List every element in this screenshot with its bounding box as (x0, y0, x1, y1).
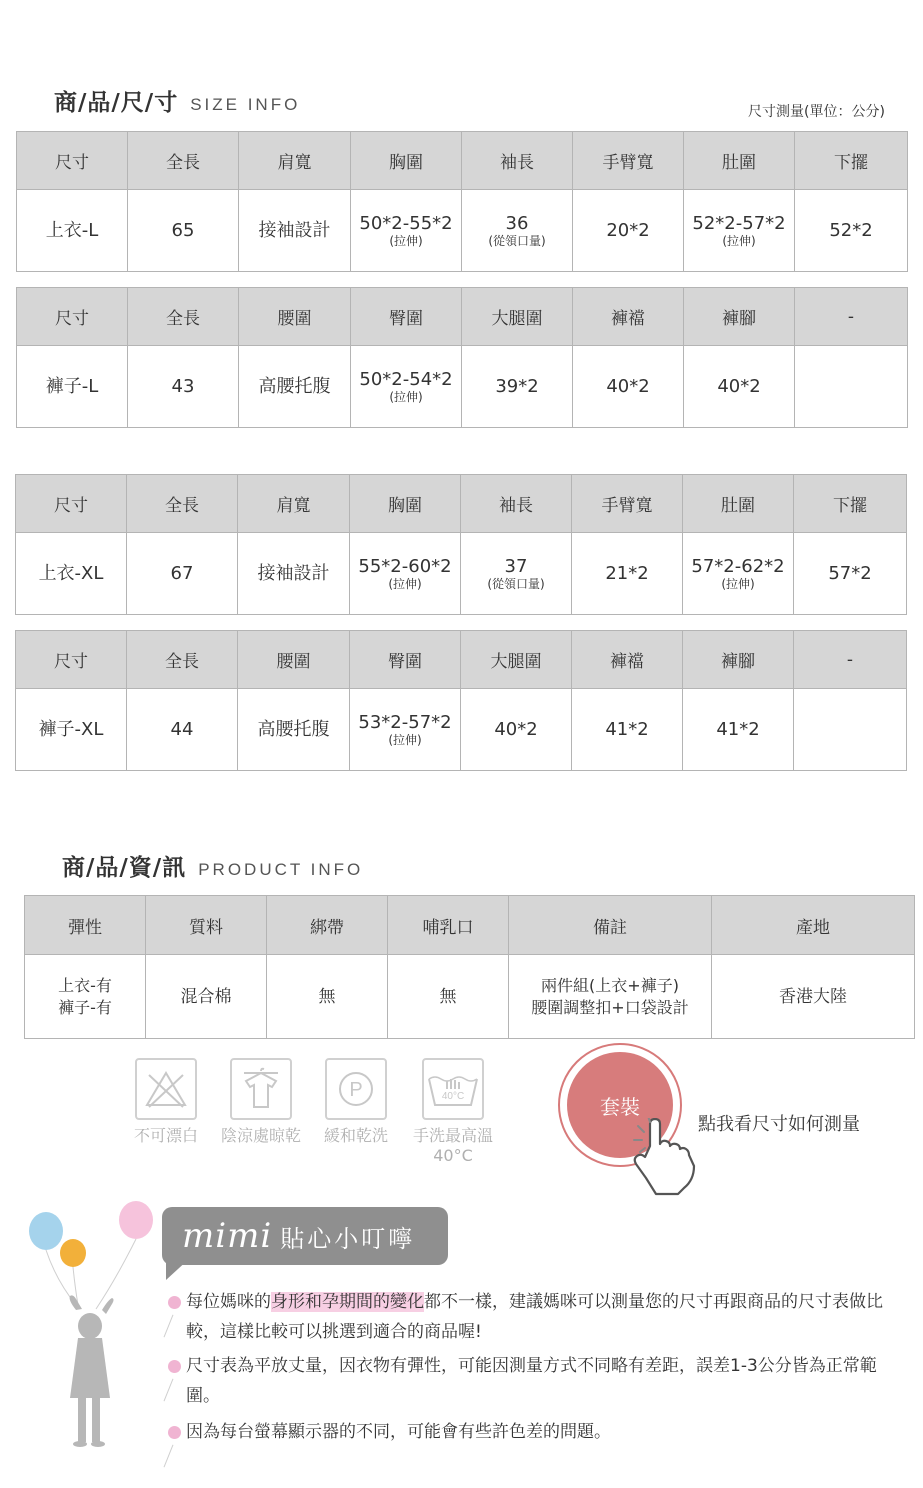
size-value: 40*2 (606, 375, 650, 397)
size-value: 41*2 (605, 718, 649, 740)
size-value-cell (573, 346, 684, 428)
tip-bullet (168, 1360, 181, 1373)
dry-clean-icon (325, 1058, 387, 1120)
size-value: 43 (171, 375, 195, 397)
shade-dry-icon (230, 1058, 292, 1120)
size-header-cell: 手臂寬 (572, 475, 683, 533)
size-value: 39*2 (495, 375, 539, 397)
size-table-top-l (16, 131, 908, 272)
cell-material: 混合棉 (146, 955, 267, 1039)
size-value-cell (461, 689, 572, 771)
product-info-table (24, 895, 915, 1039)
tip-bullet (168, 1426, 181, 1439)
elastic-top: 上衣-有 (58, 975, 112, 995)
size-title-en: SIZE INFO (190, 95, 301, 114)
product-info-header-row (25, 896, 915, 955)
size-title-zh: 商/品/尺/寸 (54, 90, 179, 116)
size-value: 57*2-62*2 (691, 556, 785, 577)
product-header-cell: 綁帶 (267, 896, 388, 955)
size-value-cell (238, 689, 350, 771)
size-header-cell: 下擺 (794, 475, 907, 533)
size-value: 40*2 (494, 718, 538, 740)
size-header-cell: 袖長 (462, 132, 573, 190)
care-label-hand-wash: 手洗最高溫 40°C (412, 1126, 493, 1165)
svg-text:40°C: 40°C (441, 1091, 465, 1102)
size-value: 褲子-L (45, 375, 99, 397)
size-value-note: (拉伸) (722, 234, 756, 248)
size-header-cell: 肩寬 (239, 132, 351, 190)
size-value-note: (拉伸) (389, 234, 423, 248)
size-header-cell: 全長 (128, 132, 239, 190)
size-header-cell: 全長 (128, 288, 239, 346)
size-header-cell: 褲襠 (573, 288, 684, 346)
product-header-cell: 產地 (712, 896, 915, 955)
size-value: 接袖設計 (258, 219, 331, 241)
size-header-cell: 肚圍 (683, 475, 794, 533)
size-header-cell: 下擺 (795, 132, 908, 190)
size-value-cell (16, 533, 127, 615)
cell-strap: 無 (267, 955, 388, 1039)
size-value: 36 (505, 213, 529, 234)
size-value: 67 (170, 562, 194, 584)
size-header-cell: 尺寸 (16, 475, 127, 533)
size-value: 高腰托腹 (258, 375, 331, 397)
size-value: 52*2-57*2 (692, 213, 786, 234)
tip-3: 因為每台螢幕顯示器的不同，可能會有些許色差的問題。 (186, 1422, 611, 1442)
size-value: 50*2-55*2 (359, 213, 453, 234)
size-value-cell (350, 533, 461, 615)
size-value-cell (239, 190, 351, 272)
size-value-cell (684, 190, 795, 272)
size-header-cell: 手臂寬 (573, 132, 684, 190)
size-header-cell: 腰圍 (238, 631, 350, 689)
product-info-title (62, 849, 363, 882)
size-header-cell: 全長 (127, 475, 238, 533)
care-shade-dry (214, 1058, 308, 1146)
girl-balloons-illustration (22, 1198, 162, 1470)
blue-balloon (29, 1212, 63, 1250)
size-table-pants-xl (15, 630, 907, 771)
size-value-cell (795, 190, 908, 272)
size-value-note: (從領口量) (487, 577, 545, 591)
cell-origin: 香港大陸 (712, 955, 915, 1039)
pink-balloon (119, 1201, 153, 1239)
size-value-cell (239, 346, 351, 428)
size-value: 21*2 (605, 562, 649, 584)
size-value: 65 (171, 219, 195, 241)
size-value-cell (127, 689, 238, 771)
unit-note: 尺寸測量(單位：公分) (748, 104, 885, 120)
size-header-cell: 袖長 (461, 475, 572, 533)
product-header-cell: 彈性 (25, 896, 146, 955)
tip-1: 每位媽咪的身形和孕期間的變化都不一樣，建議媽咪可以測量您的尺寸再跟商品的尺寸表做比較，這樣比較可以挑選到適合的商品喔! (186, 1292, 883, 1342)
care-dry-clean (318, 1058, 394, 1146)
size-value: 52*2 (829, 219, 873, 241)
size-header-cell: 褲襠 (572, 631, 683, 689)
size-value-cell (350, 689, 461, 771)
size-value: 40*2 (717, 375, 761, 397)
size-header-cell: - (795, 288, 908, 346)
size-header-row (16, 475, 907, 533)
tip-dash (164, 1445, 174, 1468)
size-value-cell (351, 190, 462, 272)
size-value-cell (17, 346, 128, 428)
size-value-cell (683, 533, 794, 615)
size-header-cell: - (794, 631, 907, 689)
size-value: 褲子-XL (38, 718, 104, 740)
size-value-row (16, 689, 907, 771)
tip-highlight: 身形和孕期間的變化 (271, 1292, 424, 1312)
size-value-cell (462, 346, 573, 428)
size-value-cell (795, 346, 908, 428)
size-value: 20*2 (606, 219, 650, 241)
size-table-pants-l (16, 287, 908, 428)
hand-wash-icon (422, 1058, 484, 1120)
size-value-cell (461, 533, 572, 615)
product-header-cell: 哺乳口 (388, 896, 509, 955)
size-value-row (16, 533, 907, 615)
measure-guide-link[interactable]: 點我看尺寸如何測量 (698, 1114, 860, 1135)
cell-note (509, 955, 712, 1039)
size-value: 57*2 (828, 562, 872, 584)
care-label-shade-dry: 陰涼處晾乾 (220, 1126, 301, 1145)
size-header-cell: 大腿圍 (462, 288, 573, 346)
size-header-cell: 全長 (127, 631, 238, 689)
size-value-cell (684, 346, 795, 428)
size-header-row (16, 631, 907, 689)
size-value-note: (從領口量) (488, 234, 546, 248)
size-value-cell (572, 533, 683, 615)
no-bleach-icon (135, 1058, 197, 1120)
size-value-note: (拉伸) (721, 577, 755, 591)
size-value-cell (128, 190, 239, 272)
size-value: 上衣-XL (38, 562, 104, 584)
product-title-en: PRODUCT INFO (198, 860, 364, 879)
size-header-cell: 褲腳 (684, 288, 795, 346)
size-header-cell: 腰圍 (239, 288, 351, 346)
size-header-cell: 肩寬 (238, 475, 350, 533)
size-value-cell (462, 190, 573, 272)
svg-text:P: P (349, 1079, 363, 1101)
size-header-cell: 尺寸 (17, 132, 128, 190)
size-value: 接袖設計 (257, 562, 330, 584)
size-header-cell: 肚圍 (684, 132, 795, 190)
elastic-pants: 褲子-有 (58, 997, 112, 1017)
product-header-cell: 質料 (146, 896, 267, 955)
size-value: 高腰托腹 (257, 718, 330, 740)
size-value-cell (351, 346, 462, 428)
note-line-1: 兩件組(上衣+褲子) (541, 975, 679, 995)
size-value: 41*2 (716, 718, 760, 740)
size-value: 50*2-54*2 (359, 369, 453, 390)
size-info-title (54, 84, 300, 117)
size-value-cell (573, 190, 684, 272)
size-header-cell: 胸圍 (350, 475, 461, 533)
size-value-note: (拉伸) (388, 577, 422, 591)
size-header-cell: 大腿圍 (461, 631, 572, 689)
size-value-cell (238, 533, 350, 615)
product-title-zh: 商/品/資/訊 (62, 855, 187, 881)
size-value-cell (794, 533, 907, 615)
size-value-row (17, 346, 908, 428)
cell-elastic (25, 955, 146, 1039)
size-value-cell (127, 533, 238, 615)
tip-2: 尺寸表為平放丈量，因衣物有彈性，可能因測量方式不同略有差距，誤差1-3公分皆為正常範圍。 (186, 1356, 877, 1406)
suit-badge-label: 套裝 (600, 1094, 640, 1119)
care-no-bleach (128, 1058, 204, 1146)
size-header-row (17, 132, 908, 190)
size-header-cell: 尺寸 (16, 631, 127, 689)
size-value-note: (拉伸) (389, 390, 423, 404)
size-header-cell: 臀圍 (351, 288, 462, 346)
size-header-cell: 褲腳 (683, 631, 794, 689)
mimi-tips-bubble (162, 1207, 448, 1265)
size-header-row (17, 288, 908, 346)
orange-balloon (60, 1239, 86, 1267)
size-value-cell (794, 689, 907, 771)
care-hand-wash (406, 1058, 500, 1166)
size-value-note: (拉伸) (388, 733, 422, 747)
note-line-2: 腰圍調整扣+口袋設計 (531, 997, 689, 1017)
size-table-top-xl (15, 474, 907, 615)
size-value-cell (16, 689, 127, 771)
tip-bullet (168, 1296, 181, 1309)
size-value: 44 (170, 718, 194, 740)
size-value-cell (128, 346, 239, 428)
care-label-dry-clean: 緩和乾洗 (323, 1126, 388, 1145)
girl-silhouette (70, 1295, 114, 1447)
tip-dash (164, 1315, 174, 1338)
size-header-cell: 胸圍 (351, 132, 462, 190)
mimi-tips-title: 貼心小叮嚀 (280, 1224, 416, 1253)
size-value-cell (17, 190, 128, 272)
product-header-cell: 備註 (509, 896, 712, 955)
size-value: 37 (504, 556, 528, 577)
size-header-cell: 尺寸 (17, 288, 128, 346)
size-header-cell: 臀圍 (350, 631, 461, 689)
size-value-cell (572, 689, 683, 771)
tip-dash (164, 1379, 174, 1402)
size-value-cell (683, 689, 794, 771)
product-info-value-row (25, 955, 915, 1039)
size-value-row (17, 190, 908, 272)
size-value: 53*2-57*2 (358, 712, 452, 733)
cell-nursing: 無 (388, 955, 509, 1039)
size-value: 55*2-60*2 (358, 556, 452, 577)
care-label-no-bleach: 不可漂白 (133, 1126, 198, 1145)
mimi-brand: mimi (182, 1216, 273, 1256)
size-value: 上衣-L (45, 219, 99, 241)
